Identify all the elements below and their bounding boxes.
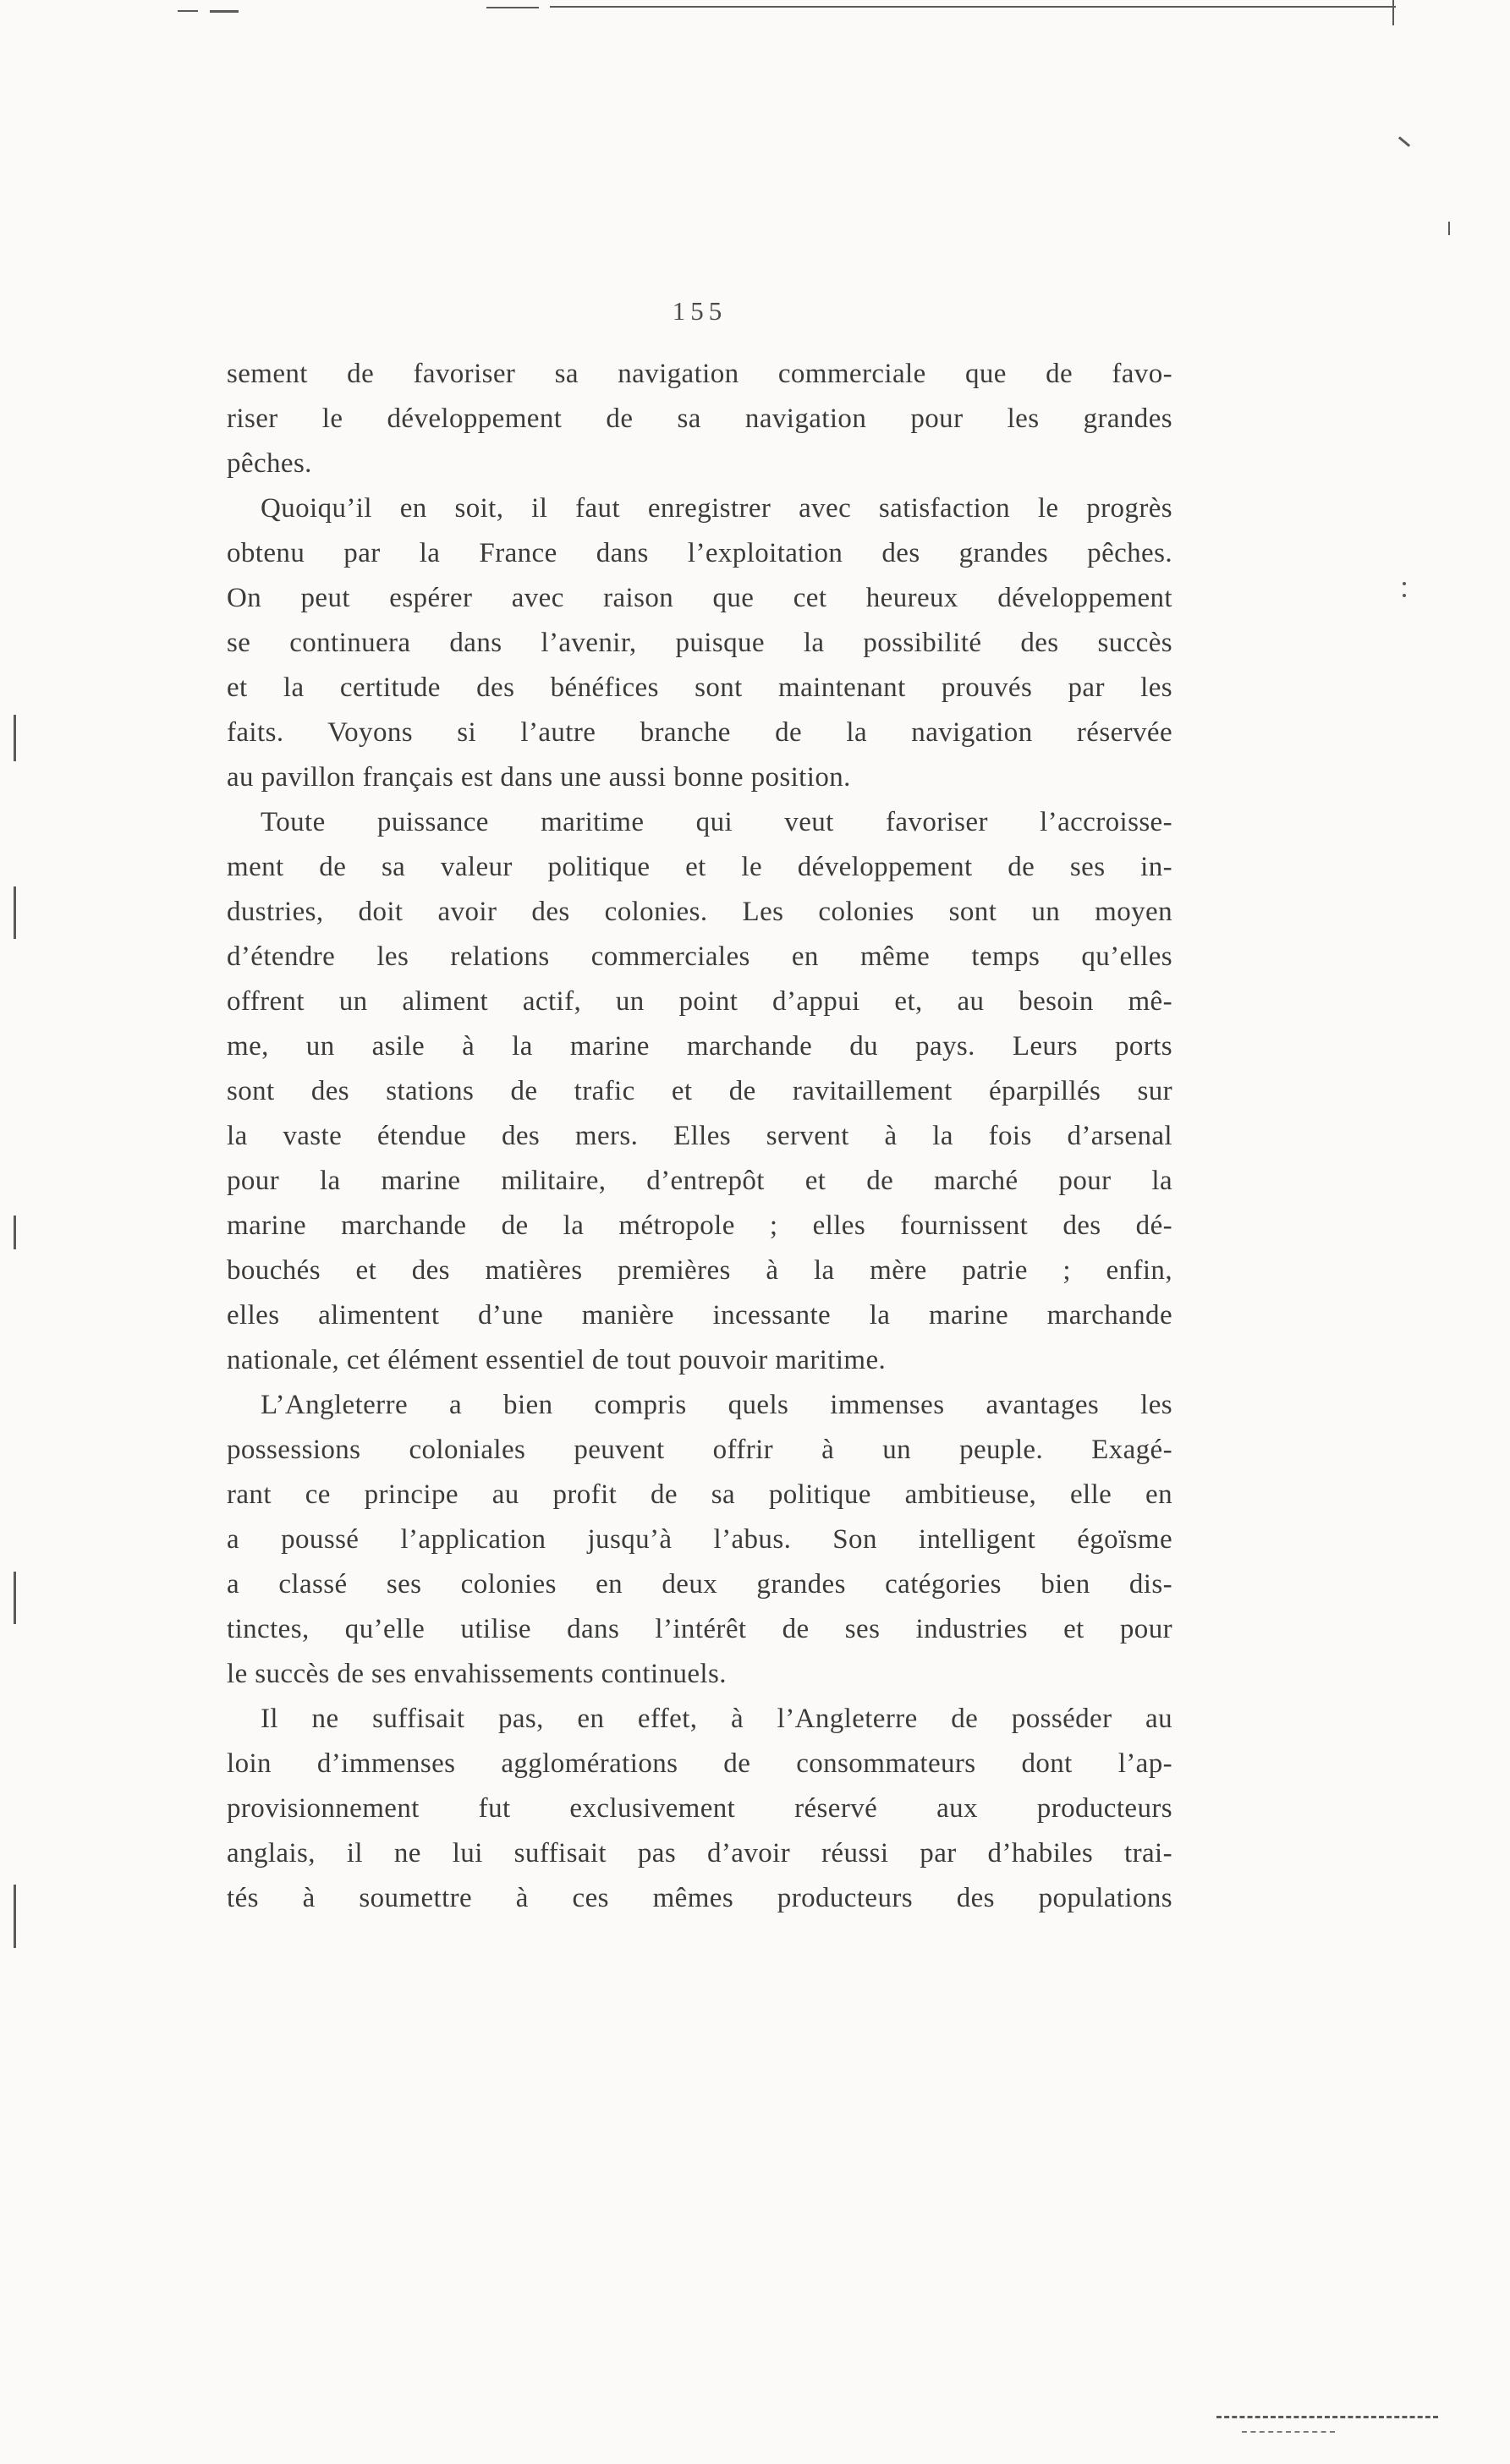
text-line: loin d’immenses agglomérations de consommateurs dont l’ap- bbox=[227, 1748, 1172, 1779]
text-line: le succès de ses envahissements continuels. bbox=[227, 1659, 727, 1689]
text-line: Il ne suffisait pas, en effet, à l’Angleterre de posséder au bbox=[261, 1704, 1172, 1734]
scan-artifact bbox=[1398, 136, 1410, 147]
text-line: ment de sa valeur politique et le développement de ses in- bbox=[227, 852, 1172, 882]
paragraph bbox=[227, 1383, 1172, 1697]
text-line: tés à soumettre à ces mêmes producteurs des populations bbox=[227, 1883, 1172, 1913]
scan-artifact bbox=[14, 1885, 16, 1948]
text-line: a poussé l’application jusqu’à l’abus. Son intelligent égoïsme bbox=[227, 1524, 1172, 1555]
scan-artifact bbox=[1242, 2431, 1335, 2433]
text-line: bouchés et des matières premières à la mère patrie ; enfin, bbox=[227, 1255, 1172, 1286]
text-line: possessions coloniales peuvent offrir à un peuple. Exagé- bbox=[227, 1435, 1172, 1465]
text-line: sement de favoriser sa navigation commerciale que de favo- bbox=[227, 359, 1172, 389]
scan-artifact bbox=[210, 10, 239, 13]
scan-artifact bbox=[550, 6, 1396, 8]
paragraph bbox=[227, 352, 1172, 486]
text-line: dustries, doit avoir des colonies. Les colonies sont un moyen bbox=[227, 897, 1172, 927]
text-line: nationale, cet élément essentiel de tout pouvoir maritime. bbox=[227, 1345, 887, 1375]
text-line: a classé ses colonies en deux grandes catégories bien dis- bbox=[227, 1569, 1172, 1600]
text-line: d’étendre les relations commerciales en même temps qu’elles bbox=[227, 941, 1172, 972]
paragraph bbox=[227, 486, 1172, 800]
text-line: Toute puissance maritime qui veut favoriser l’accroisse- bbox=[261, 807, 1172, 837]
scan-artifact bbox=[1216, 2416, 1438, 2418]
text-line: elles alimentent d’une manière incessante la marine marchande bbox=[227, 1300, 1172, 1331]
text-line: anglais, il ne lui suffisait pas d’avoir réussi par d’habiles trai- bbox=[227, 1838, 1172, 1869]
scan-artifact bbox=[1448, 222, 1450, 235]
text-line: sont des stations de trafic et de ravitaillement éparpillés sur bbox=[227, 1076, 1172, 1106]
scan-artifact bbox=[14, 1216, 16, 1249]
text-line: faits. Voyons si l’autre branche de la navigation réservée bbox=[227, 717, 1172, 748]
text-line: rant ce principe au profit de sa politique ambitieuse, elle en bbox=[227, 1479, 1172, 1510]
scan-artifact bbox=[14, 886, 16, 939]
text-line: riser le développement de sa navigation pour les grandes bbox=[227, 403, 1172, 434]
text-line: pêches. bbox=[227, 448, 312, 479]
text-line: tinctes, qu’elle utilise dans l’intérêt de ses industries et pour bbox=[227, 1614, 1172, 1644]
text-line: marine marchande de la métropole ; elles fournissent des dé- bbox=[227, 1210, 1172, 1241]
text-line: obtenu par la France dans l’exploitation des grandes pêches. bbox=[227, 538, 1172, 568]
scan-artifact bbox=[1403, 594, 1406, 597]
text-line: offrent un aliment actif, un point d’appui et, au besoin mê- bbox=[227, 986, 1172, 1017]
text-line: Quoiqu’il en soit, il faut enregistrer avec satisfaction le progrès bbox=[261, 493, 1172, 524]
text-line: me, un asile à la marine marchande du pays. Leurs ports bbox=[227, 1031, 1172, 1062]
page-number: 155 bbox=[672, 296, 728, 326]
text-line: la vaste étendue des mers. Elles servent à la fois d’arsenal bbox=[227, 1121, 1172, 1151]
scan-artifact bbox=[486, 7, 539, 8]
text-line: se continuera dans l’avenir, puisque la possibilité des succès bbox=[227, 628, 1172, 658]
scan-artifact bbox=[14, 1572, 16, 1624]
scan-artifact bbox=[1392, 0, 1394, 25]
scan-artifact bbox=[14, 715, 16, 761]
text-line: au pavillon français est dans une aussi bonne position. bbox=[227, 762, 851, 793]
scan-artifact bbox=[178, 10, 198, 12]
scan-artifact bbox=[1403, 582, 1406, 585]
text-line: provisionnement fut exclusivement réservé aux producteurs bbox=[227, 1793, 1172, 1824]
text-line: On peut espérer avec raison que cet heureux développement bbox=[227, 583, 1172, 613]
paragraph bbox=[227, 800, 1172, 1383]
paragraph bbox=[227, 1697, 1172, 1921]
text-line: pour la marine militaire, d’entrepôt et de marché pour la bbox=[227, 1166, 1172, 1196]
text-block bbox=[227, 296, 1172, 1921]
text-line: L’Angleterre a bien compris quels immenses avantages les bbox=[261, 1390, 1172, 1420]
text-line: et la certitude des bénéfices sont maintenant prouvés par les bbox=[227, 672, 1172, 703]
